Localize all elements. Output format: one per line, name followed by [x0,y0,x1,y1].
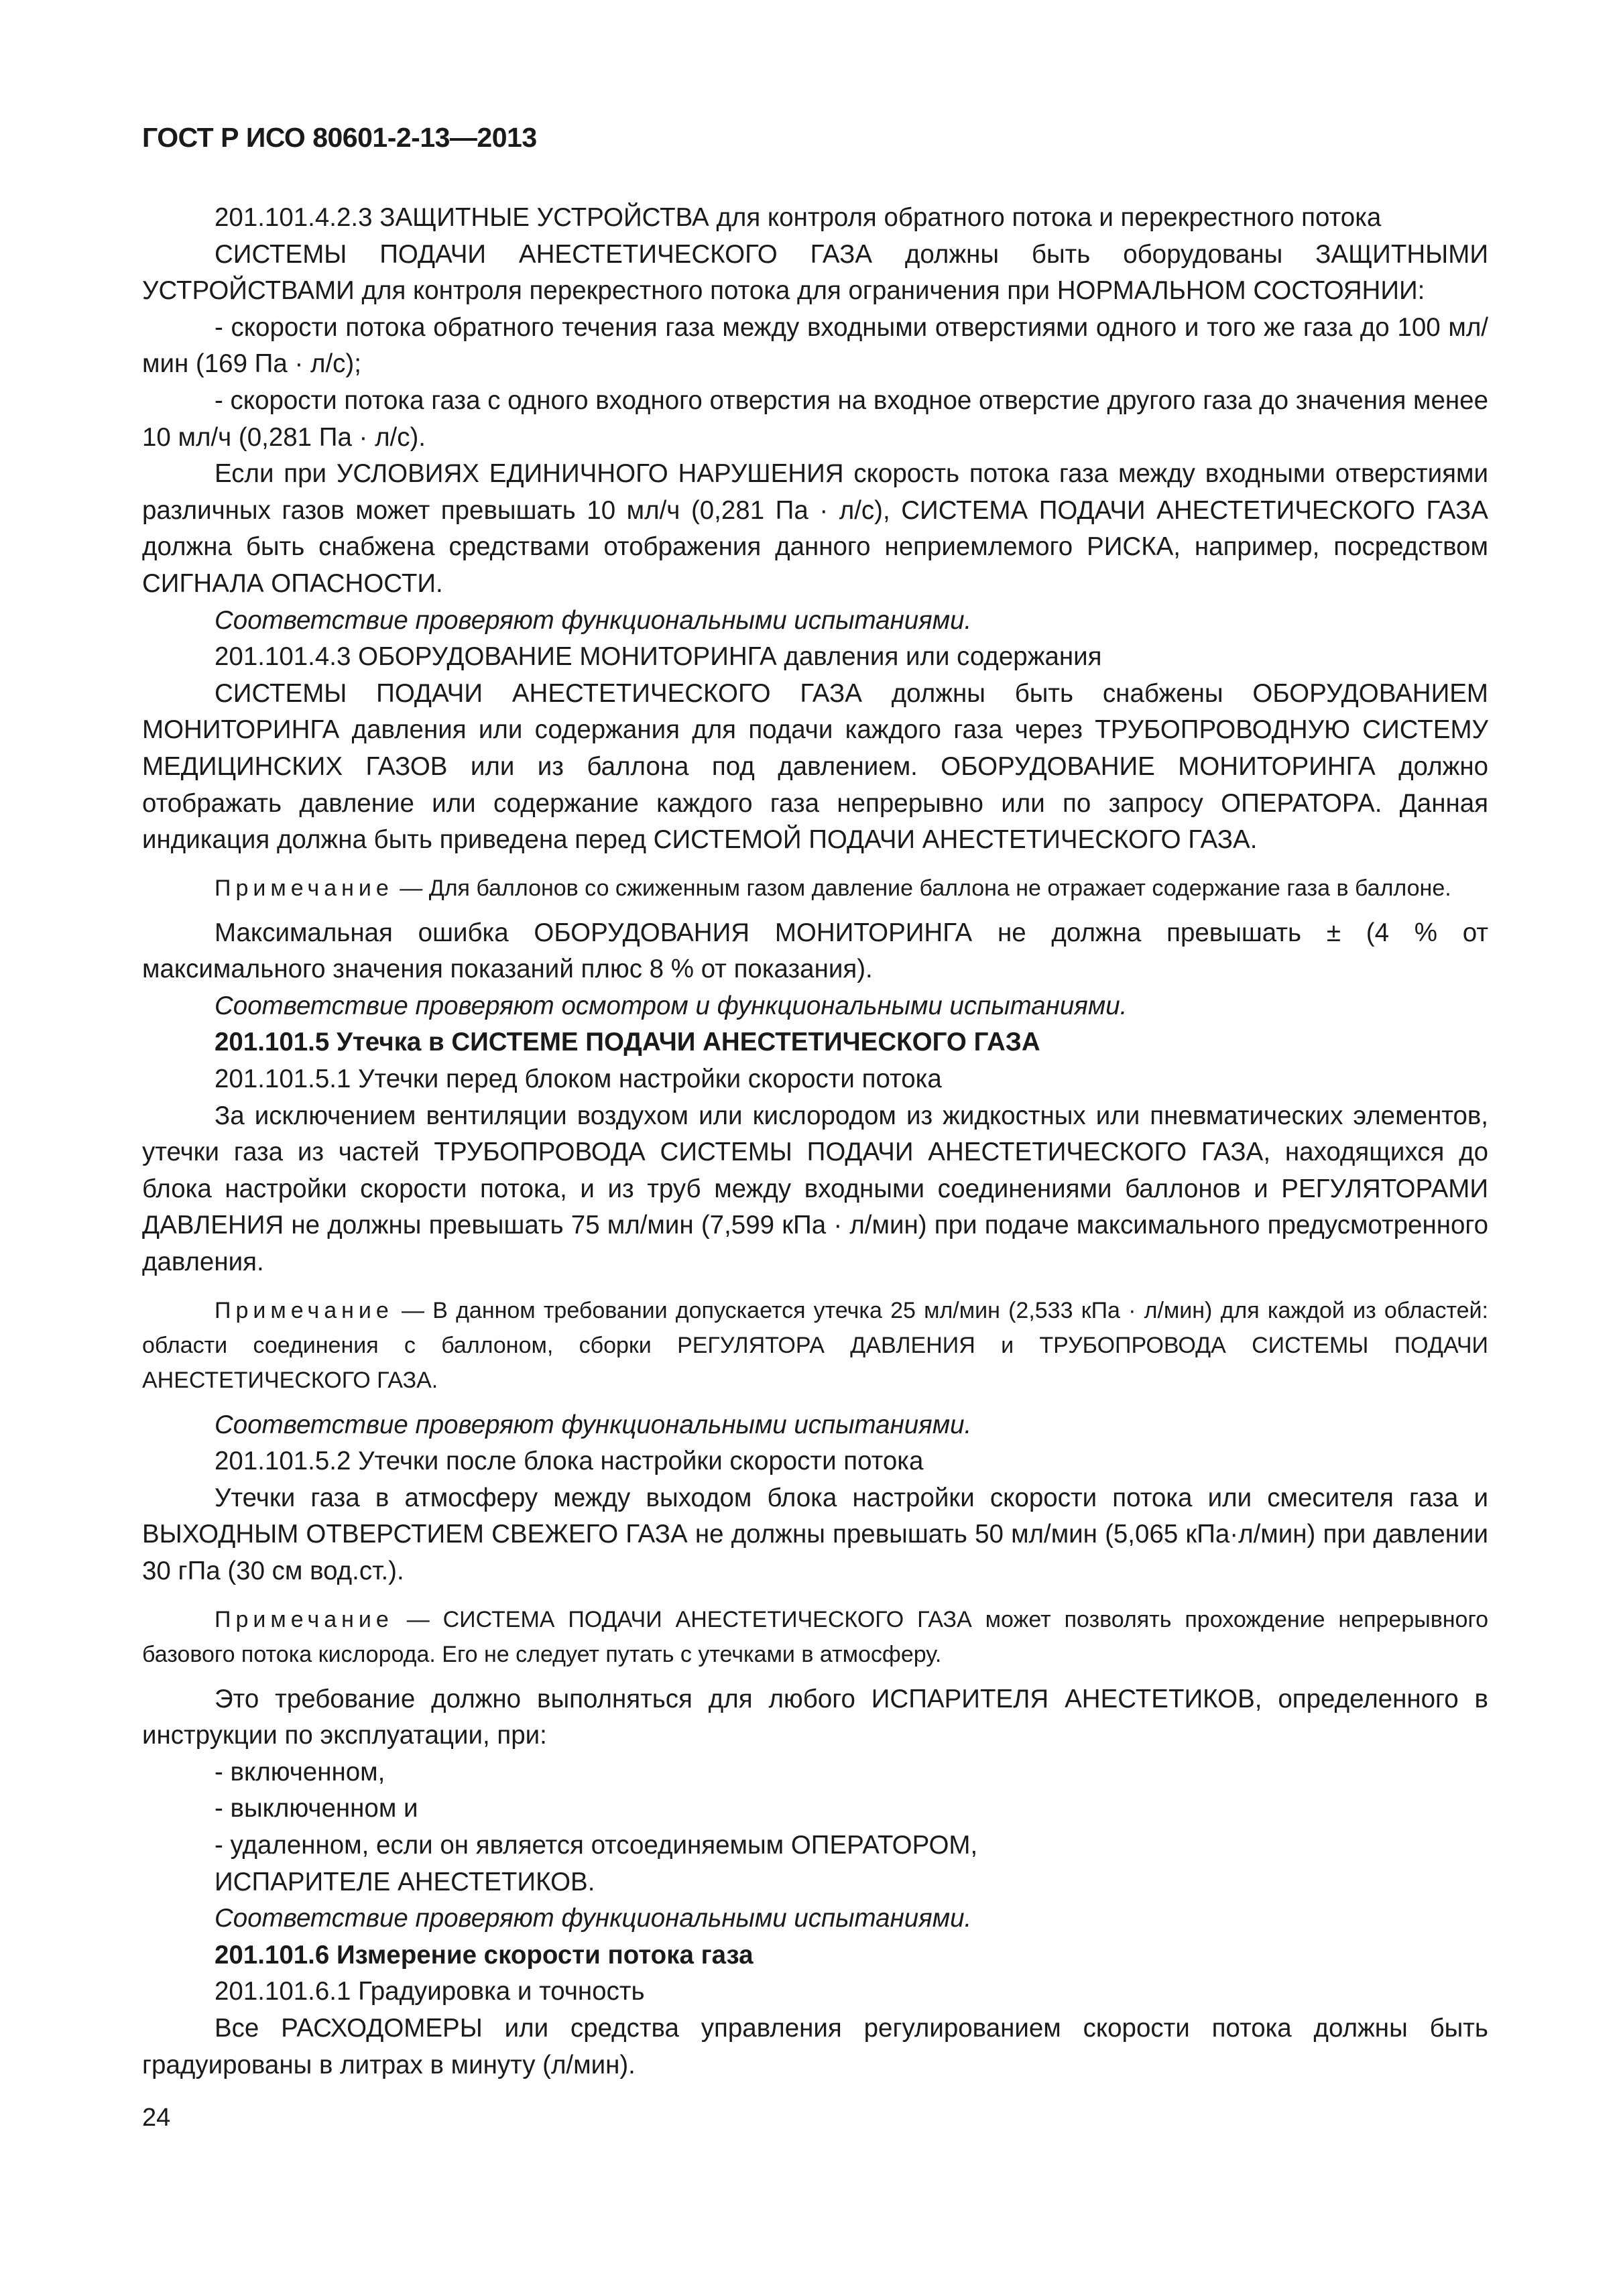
body-paragraph: ИСПАРИТЕЛЕ АНЕСТЕТИКОВ. [215,1867,595,1896]
note-paragraph [142,871,1488,906]
note-paragraph [142,1293,1488,1398]
body-paragraph: Максимальная ошибка ОБОРУДОВАНИЯ МОНИТОРИНГА не должна превышать ± (4 % от максимального значения показаний плюс 8 % от показания). [142,918,1488,984]
body-paragraph: - скорости потока газа с одного входного отверстия на входное отверстие другого газа до значения менее 10 мл/ч (0,281 Па · л/с). [142,385,1488,452]
body-paragraph: 201.101.4.3 ОБОРУДОВАНИЕ МОНИТОРИНГА давления или содержания [215,642,1102,672]
document-header-title: ГОСТ Р ИСО 80601-2-13—2013 [142,122,537,153]
note-label: Примечание [215,1606,394,1632]
document-body [142,200,1488,2083]
body-paragraph: Это требование должно выполняться для любого ИСПАРИТЕЛЯ АНЕСТЕТИКОВ, определенного в инструкции по эксплуатации, при: [142,1684,1488,1750]
body-paragraph: 201.101.5.1 Утечки перед блоком настройки скорости потока [215,1065,942,1094]
note-text: — СИСТЕМА ПОДАЧИ АНЕСТЕТИЧЕСКОГО ГАЗА может позволять прохождение непрерывного базового потока кислорода. Его не следует путать с утечками в атмосферу. [142,1606,1489,1667]
note-label: Примечание [215,875,394,901]
compliance-note: Соответствие проверяют функциональными испытаниями. [215,605,972,635]
compliance-note: Соответствие проверяют осмотром и функциональными испытаниями. [215,991,1128,1020]
note-text: — В данном требовании допускается утечка 25 мл/мин (2,533 кПа · л/мин) для каждой из областей: области соединения с баллоном, сборки РЕГУЛЯТОРА ДАВЛЕНИЯ и ТРУБОПРОВОДА СИСТЕМЫ ПОДАЧИ АНЕСТЕТИЧЕСКОГО ГАЗА. [142,1297,1488,1393]
compliance-note: Соответствие проверяют функциональными испытаниями. [215,1410,972,1439]
body-paragraph: - скорости потока обратного течения газа между входными отверстиями одного и того же газа до 100 мл/мин (169 Па · л/с); [142,312,1488,379]
note-paragraph [142,1602,1488,1672]
body-paragraph: 201.101.5.2 Утечки после блока настройки скорости потока [215,1447,924,1476]
body-paragraph: Если при УСЛОВИЯХ ЕДИНИЧНОГО НАРУШЕНИЯ скорость потока газа между входными отверстиями различных газов может превышать 10 мл/ч (0,281 Па · л/с), СИСТЕМА ПОДАЧИ АНЕСТЕТИЧЕСКОГО ГАЗА должна быть снабжена средствами отображения данного неприемлемого РИСКА, например, посредством СИГНАЛА ОПАСНОСТИ. [142,459,1488,598]
body-paragraph: За исключением вентиляции воздухом или кислородом из жидкостных или пневматических элементов, утечки газа из частей ТРУБОПРОВОДА СИСТЕМЫ ПОДАЧИ АНЕСТЕТИЧЕСКОГО ГАЗА, находящихся до блока настройки скорости потока, и из труб между входными соединениями баллонов и РЕГУЛЯТОРАМИ ДАВЛЕНИЯ не должны превышать 75 мл/мин (7,599 кПа · л/мин) при подаче максимального предусмотренного давления. [142,1101,1488,1277]
page-number: 24 [142,2104,171,2132]
body-paragraph: 201.101.6.1 Градуировка и точность [215,1977,645,2006]
body-paragraph: Утечки газа в атмосферу между выходом блока настройки скорости потока или смесителя газа и ВЫХОДНЫМ ОТВЕРСТИЕМ СВЕЖЕГО ГАЗА не должны превышать 50 мл/мин (5,065 кПа·л/мин) при давлении 30 гПа (30 см вод.ст.). [142,1483,1488,1585]
note-text: — Для баллонов со сжиженным газом давление баллона не отражает содержание газа в баллоне. [400,875,1451,901]
note-label: Примечание [215,1297,394,1323]
body-paragraph: СИСТЕМЫ ПОДАЧИ АНЕСТЕТИЧЕСКОГО ГАЗА должны быть снабжены ОБОРУДОВАНИЕМ МОНИТОРИНГА давления или содержания для подачи каждого газа через ТРУБОПРОВОДНУЮ СИСТЕМУ МЕДИЦИНСКИХ ГАЗОВ или из баллона под давлением. ОБОРУДОВАНИЕ МОНИТОРИНГА должно отображать давление или содержание каждого газа непрерывно или по запросу ОПЕРАТОРА. Данная индикация должна быть приведена перед СИСТЕМОЙ ПОДАЧИ АНЕСТЕТИЧЕСКОГО ГАЗА. [142,678,1488,855]
body-paragraph: - включенном, [215,1757,385,1787]
section-heading: 201.101.6 Измерение скорости потока газа [215,1940,754,1970]
body-paragraph: СИСТЕМЫ ПОДАЧИ АНЕСТЕТИЧЕСКОГО ГАЗА должны быть оборудованы ЗАЩИТНЫМИ УСТРОЙСТВАМИ для контроля перекрестного потока для ограничения при НОРМАЛЬНОМ СОСТОЯНИИ: [142,239,1488,306]
body-paragraph: 201.101.4.2.3 ЗАЩИТНЫЕ УСТРОЙСТВА для контроля обратного потока и перекрестного потока [215,203,1382,232]
compliance-note: Соответствие проверяют функциональными испытаниями. [215,1904,972,1933]
body-paragraph: - удаленном, если он является отсоединяемым ОПЕРАТОРОМ, [215,1830,978,1860]
body-paragraph: Все РАСХОДОМЕРЫ или средства управления регулированием скорости потока должны быть градуированы в литрах в минуту (л/мин). [142,2013,1488,2079]
body-paragraph: - выключенном и [215,1794,418,1823]
section-heading: 201.101.5 Утечка в СИСТЕМЕ ПОДАЧИ АНЕСТЕТИЧЕСКОГО ГАЗА [215,1028,1040,1057]
